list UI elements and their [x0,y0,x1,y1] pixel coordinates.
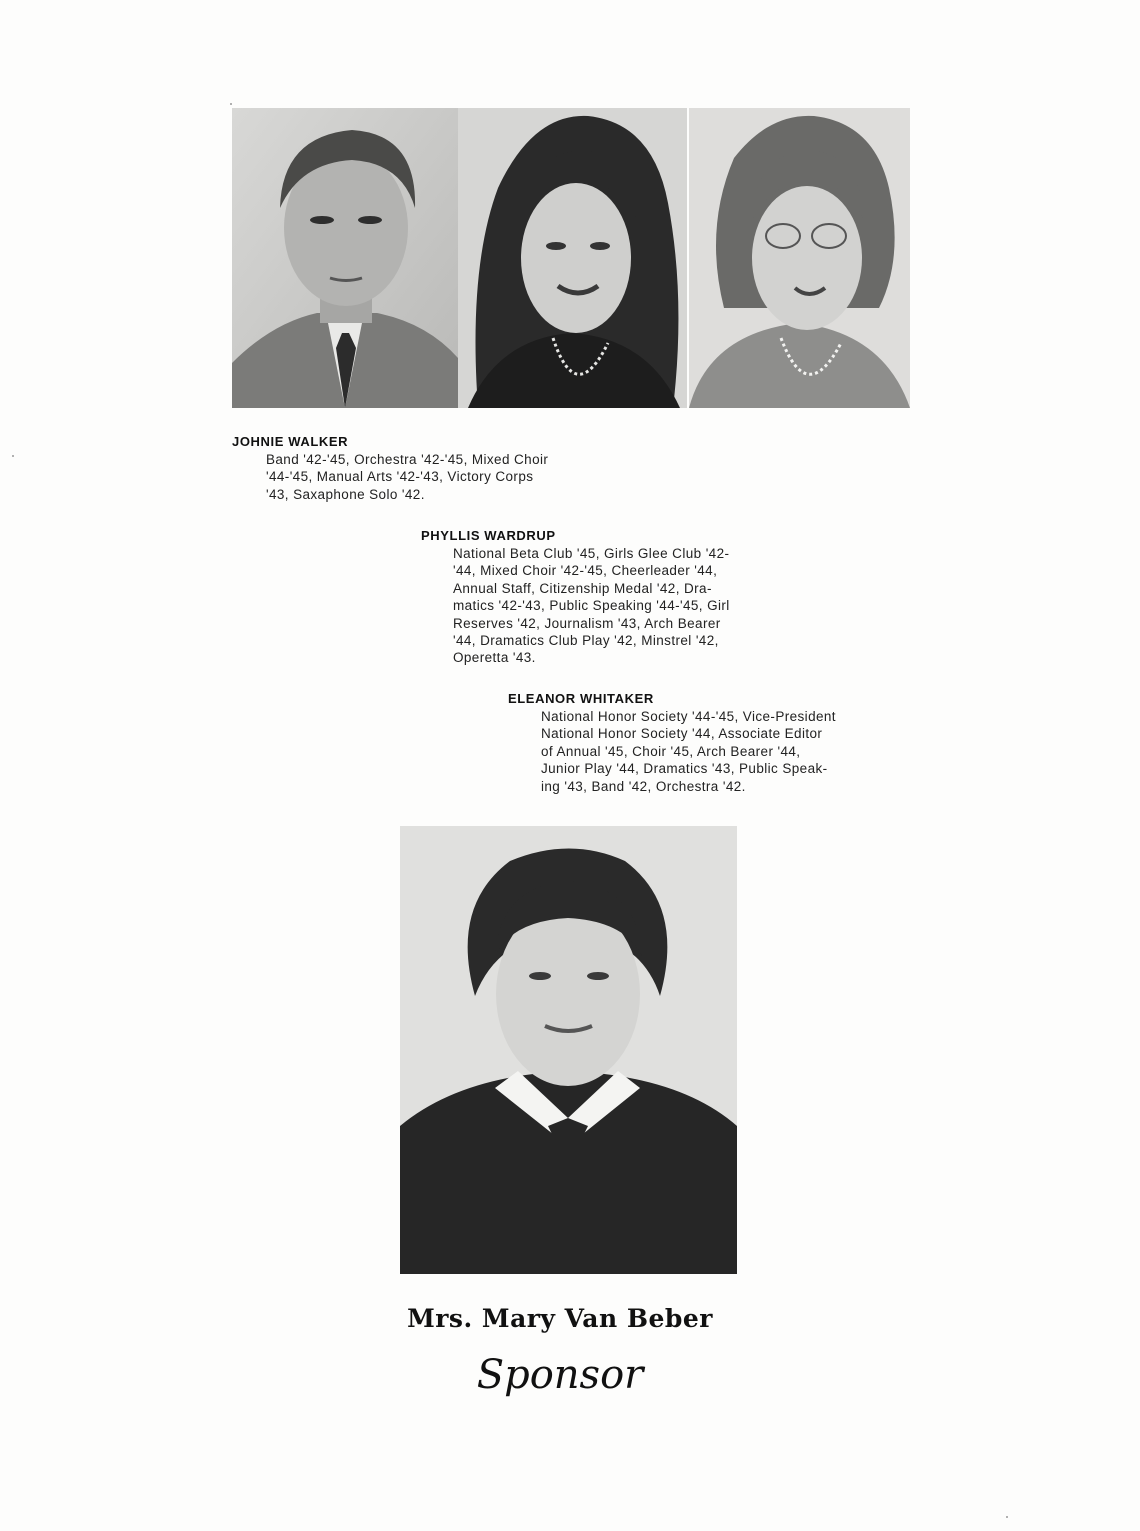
student-name-eleanor-whitaker: ELEANOR WHITAKER [508,691,654,706]
student-bio-johnie-walker [266,451,607,503]
bio-line: '44, Mixed Choir '42-'45, Cheerleader '44, [453,563,718,579]
phyllis-wardrup-photo [458,108,687,408]
student-bio-eleanor-whitaker [541,708,884,795]
bio-line: Band '42-'45, Orchestra '42-'45, Mixed Choir [266,452,549,467]
student-name-johnie-walker: JOHNIE WALKER [232,434,349,449]
bio-line: of Annual '45, Choir '45, Arch Bearer '44, [541,743,801,759]
bio-line: National Honor Society '44, Associate Editor [541,726,823,742]
bio-line: Annual Staff, Citizenship Medal '42, Dra- [453,580,712,596]
bio-line: Operetta '43. [453,650,536,666]
bio-line: '44-'45, Manual Arts '42-'43, Victory Corps [266,469,534,485]
sponsor-title: Sponsor [476,1352,644,1398]
scan-speck [1006,1516,1008,1518]
bio-line: matics '42-'43, Public Speaking '44-'45, Girl [453,598,730,614]
scan-speck [12,455,14,457]
student-bio-phyllis-wardrup [453,545,796,667]
eleanor-whitaker-photo [689,108,910,408]
bio-line: Reserves '42, Journalism '43, Arch Bearer [453,615,721,631]
bio-line: Junior Play '44, Dramatics '43, Public Speak- [541,761,828,777]
bio-line: National Beta Club '45, Girls Glee Club '42- [453,546,730,561]
sponsor-photo [400,826,737,1274]
johnie-walker-photo [232,108,458,408]
bio-line: ing '43, Band '42, Orchestra '42. [541,778,746,794]
sponsor-name: Mrs. Mary Van Beber [407,1304,713,1333]
scan-speck [230,103,232,105]
bio-line: '43, Saxaphone Solo '42. [266,486,425,502]
student-name-phyllis-wardrup: PHYLLIS WARDRUP [421,528,556,543]
bio-line: National Honor Society '44-'45, Vice-President [541,709,836,724]
bio-line: '44, Dramatics Club Play '42, Minstrel '42, [453,633,719,649]
